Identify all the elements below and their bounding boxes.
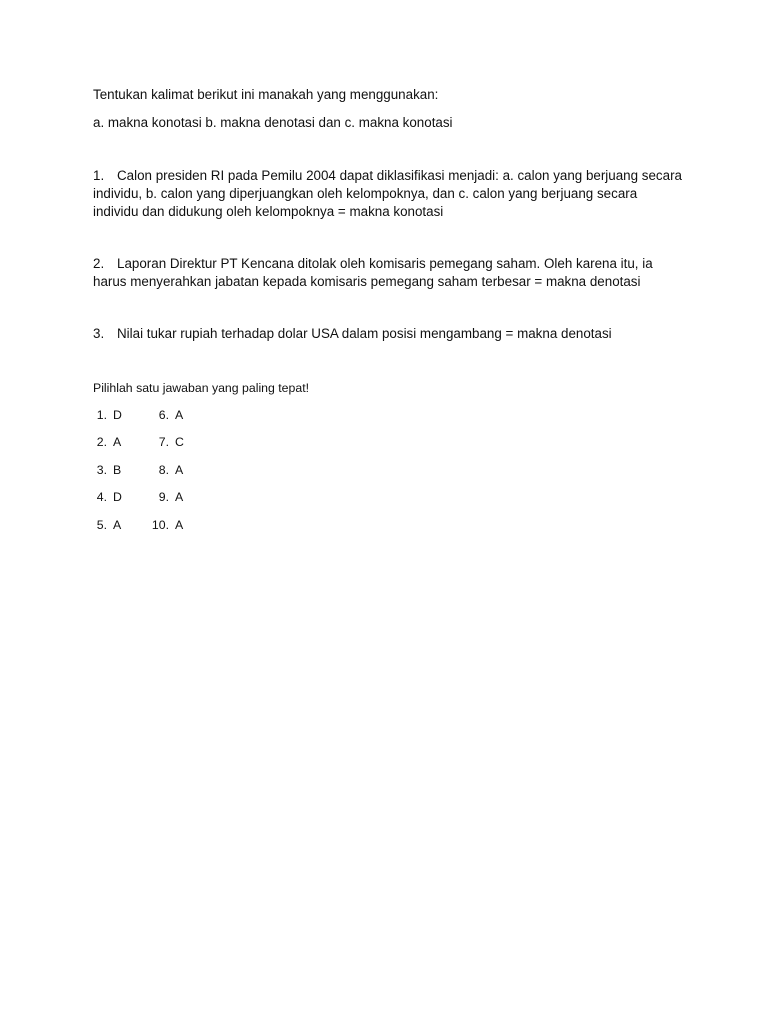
answer-letter: D	[113, 408, 122, 422]
question-2	[93, 255, 683, 291]
answer-letter: A	[113, 517, 122, 532]
answer-item	[143, 462, 183, 479]
answer-number: 7.	[158, 435, 169, 450]
answer-letter: C	[175, 435, 184, 450]
answer-number: 9.	[158, 490, 169, 505]
answer-item	[93, 407, 122, 424]
answer-item	[143, 407, 183, 424]
answer-row	[93, 434, 293, 461]
answer-number: 10.	[151, 517, 169, 532]
answer-letter: A	[175, 462, 184, 477]
answer-row	[93, 489, 293, 516]
answer-letter: A	[175, 490, 184, 505]
question-number: 3.	[93, 326, 105, 341]
question-number: 1.	[93, 168, 105, 183]
answer-letter: A	[175, 517, 184, 532]
options-line: a. makna konotasi b. makna denotasi dan c. makna konotasi	[93, 115, 453, 130]
answer-row	[93, 462, 293, 489]
instruction-text: Pilihlah satu jawaban yang paling tepat!	[93, 381, 310, 395]
answer-item	[143, 517, 183, 534]
answer-item	[93, 462, 121, 479]
answer-item	[143, 434, 184, 451]
intro-paragraph: Tentukan kalimat berikut ini manakah yang menggunakan:	[93, 87, 439, 102]
answer-number: 8.	[158, 462, 169, 477]
answer-item	[93, 434, 121, 451]
question-3	[93, 325, 683, 343]
answer-item	[93, 517, 121, 534]
answer-number: 6.	[158, 408, 169, 422]
answer-number: 3.	[96, 462, 107, 477]
question-number: 2.	[93, 256, 105, 271]
answer-item	[93, 489, 122, 506]
answer-key	[93, 407, 293, 544]
answer-number: 5.	[96, 517, 107, 532]
answer-letter: A	[113, 435, 122, 450]
question-1	[93, 167, 683, 221]
question-text: Laporan Direktur PT Kencana ditolak oleh komisaris pemegang saham. Oleh karena itu, ia harus menyerahkan jabatan kepada komisaris pemegang saham terbesar = makna denotasi	[93, 256, 653, 289]
answer-letter: B	[113, 462, 122, 477]
answer-item	[143, 489, 183, 506]
answer-number: 2.	[96, 435, 107, 450]
answer-row	[93, 517, 293, 544]
answer-row	[93, 407, 293, 434]
answer-number: 4.	[96, 490, 107, 505]
question-text: Calon presiden RI pada Pemilu 2004 dapat diklasifikasi menjadi: a. calon yang berjuang secara individu, b. calon yang diperjuangkan oleh kelompoknya, dan c. calon yang berjuang secara individu dan didukung oleh kelompoknya = makna konotasi	[93, 168, 682, 219]
answer-letter: A	[175, 408, 184, 422]
answer-letter: D	[113, 490, 122, 505]
answer-number: 1.	[96, 408, 107, 422]
question-text: Nilai tukar rupiah terhadap dolar USA dalam posisi mengambang = makna denotasi	[117, 326, 612, 341]
